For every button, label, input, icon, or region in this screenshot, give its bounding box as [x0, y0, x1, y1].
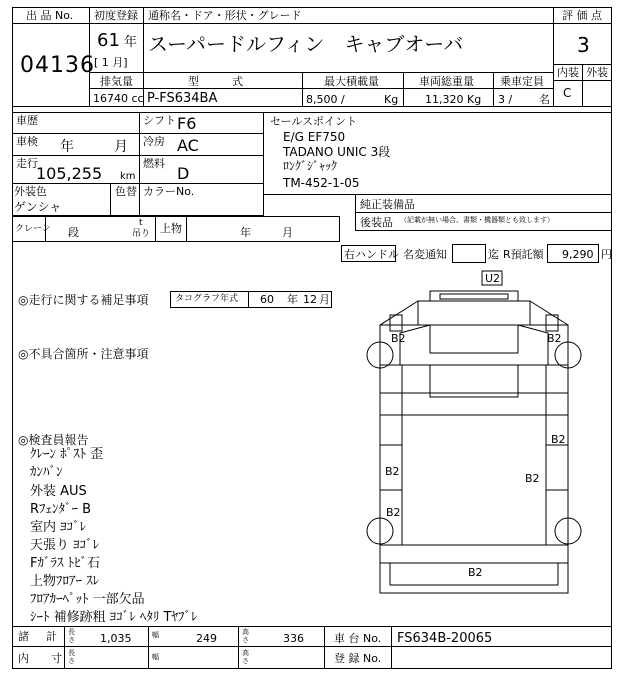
inspector-note: 室内 ﾖｺﾞﾚ: [30, 520, 87, 535]
inspection-label: 車検: [16, 135, 38, 148]
max-load: 8,500 /: [306, 93, 345, 106]
color-change-label: 色替: [115, 185, 137, 198]
first-reg-year-unit: 年: [124, 35, 138, 50]
width-value: 249: [196, 632, 217, 645]
car-name: スーパードルフィン キャブオーバ: [148, 32, 464, 56]
length-label-2: 長 さ: [68, 649, 75, 665]
aftermarket-label: 後装品: [360, 216, 393, 229]
inspector-note: ｼｰﾄ 補修跡粗 ﾖｺﾞﾚ ﾍﾀﾘ Tﾔﾌﾞﾚ: [30, 610, 198, 625]
grade-label: 評 価 点: [562, 9, 602, 22]
max-load-unit: Kg: [384, 93, 399, 106]
inspector-note: 外装 AUS: [30, 484, 87, 499]
ac-value: AC: [177, 136, 199, 155]
crane-upper-label: 上物: [160, 222, 182, 235]
registration-label: 登 録 No.: [334, 652, 382, 665]
name-label: 通称名・ドア・形状・グレード: [148, 9, 302, 22]
damage-mark: B2: [386, 506, 401, 519]
interior-grade: C: [563, 86, 572, 100]
inspection-year: 年: [60, 139, 74, 155]
sales-points-label: セールスポイント: [270, 115, 358, 128]
sales-point-line: TM-452-1-05: [283, 176, 360, 190]
defects-label: ◎不具合箇所・注意事項: [18, 347, 149, 361]
damage-mark: B2: [385, 465, 400, 478]
displacement: 16740 cc: [93, 92, 144, 105]
tacho-year: 60: [260, 293, 274, 306]
damage-mark: B2: [525, 472, 540, 485]
exterior-grade-label: 外装: [586, 66, 608, 79]
model: P-FS634BA: [147, 91, 218, 106]
inspector-note: 上物ﾌﾛｱｰ ｽﾚ: [30, 574, 100, 589]
sales-point-line: E/G EF750: [283, 130, 346, 144]
crane-lift: 吊り: [132, 229, 151, 239]
rhd-label: 右ハンドル: [344, 248, 399, 261]
width-label: 幅: [152, 631, 159, 639]
crane-stage: 段: [68, 226, 79, 239]
recycle-amount: 9,290: [562, 248, 594, 261]
capacity-label: 乗車定員: [500, 75, 544, 88]
lot-no: 04136: [20, 53, 95, 78]
color-no-label: カラーNo.: [143, 185, 195, 198]
ext-color: ゲンシャ: [14, 200, 62, 214]
until-label: 迄: [488, 248, 499, 261]
max-load-label: 最大積載量: [324, 75, 379, 88]
chassis-label: 車 台 No.: [334, 632, 382, 645]
shokyo-label-2: 計: [46, 630, 57, 643]
inspection-month: 月: [114, 139, 128, 155]
damage-mark: U2: [485, 272, 501, 285]
displacement-label: 排気量: [100, 75, 133, 88]
inspector-note: Rﾌｪﾝﾀﾞｰ B: [30, 502, 92, 517]
sales-point-line: TADANO UNIC 3段: [283, 145, 391, 159]
genuine-equipment-label: 純正装備品: [360, 198, 415, 211]
name-change-label: 名変通知: [403, 248, 447, 261]
damage-mark: B2: [391, 332, 406, 345]
fuel-label: 燃料: [143, 157, 165, 170]
first-reg-year: 61: [97, 30, 120, 51]
lot-no-label: 出 品 No.: [26, 9, 74, 22]
damage-mark: B2: [468, 566, 483, 579]
ext-color-label: 外装色: [14, 185, 47, 198]
tacho-month: 12: [303, 293, 317, 306]
model-label: 型 式: [188, 75, 243, 88]
inspector-note: 天張り ﾖｺﾞﾚ: [30, 538, 100, 553]
fuel-value: D: [177, 164, 190, 183]
height-label-2: 高 さ: [242, 649, 249, 665]
chassis-number: FS634B-20065: [397, 631, 493, 646]
height-value: 336: [283, 632, 304, 645]
crane-ton: t: [139, 218, 143, 228]
damage-mark: B2: [547, 332, 562, 345]
crane-upper-year: 年: [240, 226, 251, 239]
capacity: 3 /: [498, 93, 513, 106]
sales-point-line: ﾛﾝｸﾞｼﾞｬｯｸ: [283, 159, 338, 173]
gross-weight-label: 車両総重量: [419, 75, 474, 88]
shift-label: シフト: [143, 114, 176, 127]
ac-label: 冷房: [143, 135, 165, 148]
height-label: 高 さ: [242, 628, 249, 644]
tacho-month-unit: 月: [319, 293, 330, 306]
name-change-box: [452, 244, 486, 263]
history-label: 車歴: [16, 114, 38, 127]
mileage-label: 走行: [16, 157, 38, 170]
gross-weight: 11,320 Kg: [425, 93, 482, 106]
length-value: 1,035: [100, 632, 132, 645]
recycle-label: R預託額: [503, 248, 544, 261]
truck-damage-diagram: [340, 265, 608, 615]
crane-upper-month: 月: [282, 226, 293, 239]
inspector-note: ﾌﾛｱｶｰﾍﾟｯﾄ 一部欠品: [30, 592, 145, 607]
damage-mark: B2: [551, 433, 566, 446]
inspector-note: Fｶﾞﾗｽ ﾄﾋﾞ石: [30, 556, 101, 571]
spec-header-row: [89, 72, 554, 89]
first-reg-label: 初度登録: [94, 9, 138, 22]
width-label-2: 幅: [152, 653, 159, 661]
interior-grade-label: 内装: [557, 66, 579, 79]
grade-value: 3: [577, 33, 590, 57]
shift-value: F6: [177, 114, 197, 133]
inspector-note: ｸﾚｰﾝ ﾎﾟｽﾄ 歪: [30, 447, 104, 462]
tacho-label: タコグラフ年式: [175, 294, 239, 304]
tacho-year-unit: 年: [287, 293, 298, 306]
inspector-label: ◎検査員報告: [18, 433, 89, 447]
inspector-note: ｶﾝﾊﾞﾝ: [30, 465, 63, 480]
mileage: 105,255: [36, 164, 103, 183]
crane-label: クレーン: [15, 224, 51, 234]
length-label: 長 さ: [68, 628, 75, 644]
driving-notes-label: ◎走行に関する補足事項: [18, 293, 149, 307]
mileage-unit: km: [120, 171, 136, 182]
recycle-unit: 円: [601, 248, 612, 261]
shokyo-label: 諸: [18, 630, 29, 643]
first-reg-month: [ 1 月]: [94, 56, 128, 69]
aftermarket-note: （記載が無い場合、書類・機器類とも致します）: [400, 216, 554, 224]
interior-size-label: 内 寸: [18, 652, 62, 665]
capacity-unit: 名: [539, 93, 550, 106]
